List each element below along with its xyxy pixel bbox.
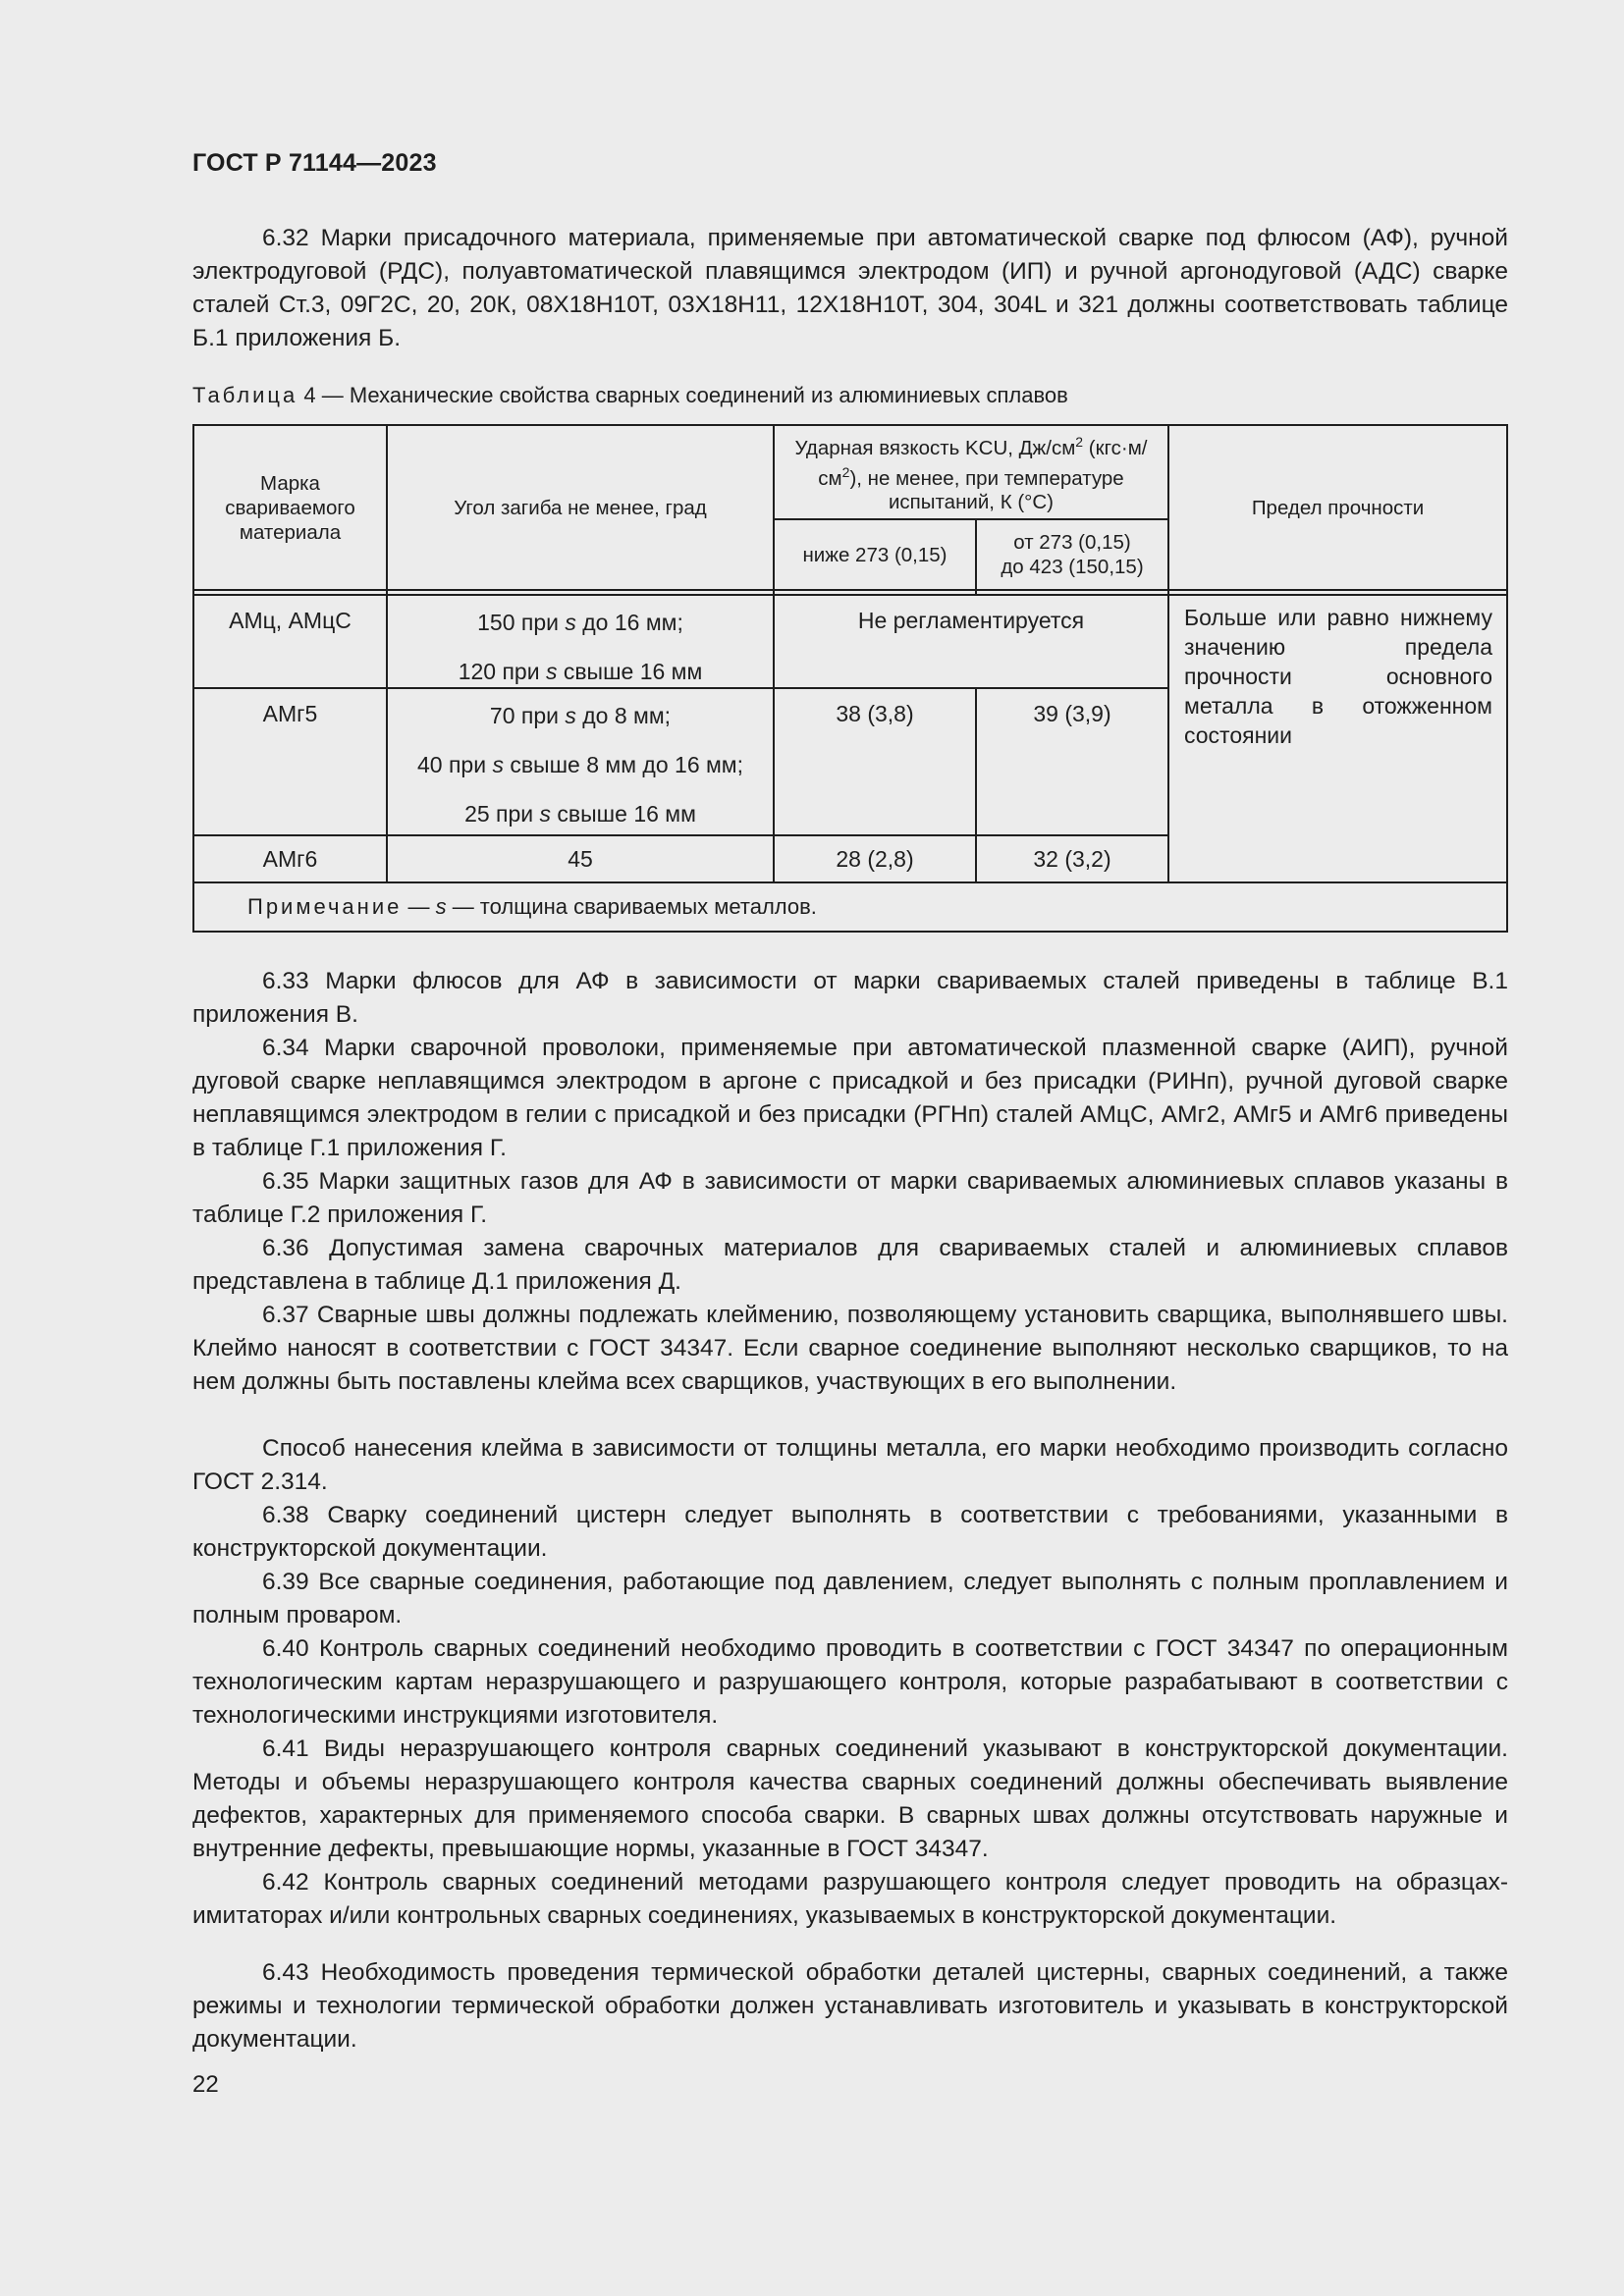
header-impact-sup1: 2: [1075, 433, 1084, 450]
body-paragraph: 6.37 Сварные швы должны подлежать клеймению, позволяющему установить сварщика, выполнявшего швы. Клеймо наносят в соответствии с ГОСТ 34347. Если сварное соединение выполняют несколько сварщиков, то на нем должны быть поставлены клейма всех сварщиков, участвующих в его выполнении.: [192, 1302, 1508, 1395]
header-impact-below: ниже 273 (0,15): [802, 543, 947, 566]
bend-line-variable: s: [565, 610, 576, 635]
bend-line: [388, 691, 773, 740]
bend-line: [388, 598, 773, 647]
header-impact-range: [977, 520, 1167, 589]
header-bend-angle: Угол загиба не менее, град: [454, 496, 707, 519]
table-note-word: Примечание: [247, 894, 403, 919]
body-paragraph: 6.42 Контроль сварных соединений методами разрушающего контроля следует проводить на образцах-имитаторах и/или контрольных сварных соединениях, указываемых в конструкторской документации.: [192, 1869, 1508, 1929]
row-amg6-bend: 45: [568, 846, 593, 872]
bend-line: [388, 740, 773, 789]
bend-line-variable: s: [545, 659, 558, 684]
row-amc-bend: [388, 598, 773, 696]
row-amg5-impact-range: 39 (3,9): [1033, 701, 1111, 726]
table-note-text: — толщина свариваемых металлов.: [446, 894, 817, 919]
mechanical-properties-table: [192, 424, 1508, 933]
bend-line-variable: s: [492, 752, 504, 777]
bend-line-prefix: 120 при: [458, 659, 546, 684]
row-amc-grade: АМц, АМцС: [229, 608, 352, 633]
row-amg5-bend: [388, 691, 773, 838]
header-impact-part1: Ударная вязкость KCU, Дж/см: [794, 436, 1076, 459]
bend-line-suffix: свыше 8 мм до 16 мм;: [503, 752, 744, 777]
body-paragraph: 6.33 Марки флюсов для АФ в зависимости от марки свариваемых сталей приведены в таблице В.1 приложения В.: [192, 968, 1508, 1028]
row-amg6-impact-below: 28 (2,8): [836, 846, 914, 872]
header-impact-sup2: 2: [841, 463, 850, 480]
header-grade: Марка свариваемого материала: [225, 471, 355, 544]
body-paragraph: 6.43 Необходимость проведения термической обработки деталей цистерны, сварных соединений, а также режимы и технологии термической обработки должен устанавливать изготовитель и указывать в конструкторской документации.: [192, 1959, 1508, 2053]
bend-line-variable: s: [565, 703, 576, 728]
standard-header: ГОСТ Р 71144—2023: [192, 149, 437, 177]
bend-line: [388, 789, 773, 838]
bend-line-suffix: свыше 16 мм: [557, 659, 703, 684]
body-paragraph: 6.35 Марки защитных газов для АФ в зависимости от марки свариваемых алюминиевых сплавов указаны в таблице Г.2 приложения Г.: [192, 1168, 1508, 1228]
header-strength: Предел прочности: [1251, 496, 1425, 519]
row-amg6-grade: АМг6: [262, 846, 318, 872]
bend-line-prefix: 40 при: [416, 752, 493, 777]
row-amc-impact: Не регламентируется: [857, 608, 1085, 633]
header-impact-part2: (кгс·м/см: [818, 436, 1148, 490]
bend-line: [388, 647, 773, 696]
bend-line-variable: s: [539, 801, 552, 827]
body-paragraph: 6.36 Допустимая замена сварочных материалов для свариваемых сталей и алюминиевых сплавов представлена в таблице Д.1 приложения Д.: [192, 1235, 1508, 1295]
header-impact: [775, 426, 1167, 518]
header-impact-part3: ), не менее, при температуре испытаний, К (°С): [849, 466, 1124, 514]
body-paragraph: 6.39 Все сварные соединения, работающие под давлением, следует выполнять с полным проплавлением и полным проваром.: [192, 1569, 1508, 1629]
header-impact-range-from: от 273 (0,15): [1013, 531, 1131, 554]
row-amg5-impact-below: 38 (3,8): [836, 701, 914, 726]
body-paragraph: 6.34 Марки сварочной проволоки, применяемые при автоматической плазменной сварке (АИП), ручной дуговой сварке неплавящимся электродом в аргоне с присадкой и без присадки (РИНп), ручной дуговой сварке неплавящимся электродом в гелии с присадкой и без присадки (РГНп) сталей АМцС, АМг2, АМг5 и АМг6 приведены в таблице Г.1 приложения Г.: [192, 1035, 1508, 1161]
row-amg5-grade: АМг5: [262, 701, 318, 726]
page-number: 22: [192, 2071, 219, 2098]
strength-value: Больше или равно нижнему значению предела прочности основного металла в отожженном состоянии: [1184, 605, 1492, 748]
header-impact-range-to: до 423 (150,15): [1001, 556, 1144, 578]
bend-line-suffix: свыше 16 мм: [551, 801, 696, 827]
bend-line-suffix: до 8 мм;: [575, 703, 672, 728]
table-note-var: s: [435, 894, 447, 919]
body-paragraph: 6.41 Виды неразрушающего контроля сварных соединений указывают в конструкторской документации. Методы и объемы неразрушающего контроля качества сварных соединений должны обеспечивать выявление дефектов, характерных для применяемого способа сварки. В сварных швах должны отсутствовать наружные и внутренние дефекты, превышающие нормы, указанные в ГОСТ 34347.: [192, 1735, 1508, 1862]
body-paragraph: 6.38 Сварку соединений цистерн следует выполнять в соответствии с требованиями, указанными в конструкторской документации.: [192, 1502, 1508, 1562]
paragraph-6-32: 6.32 Марки присадочного материала, применяемые при автоматической сварке под флюсом (АФ), ручной электродуговой (РДС), полуавтоматической плавящимся электродом (ИП) и ручной аргонодуговой (АДС) сварке сталей Ст.3, 09Г2С, 20, 20К, 08Х18Н10Т, 03Х18Н11, 12Х18Н10Т, 304, 304L и 321 должны соответствовать таблице Б.1 приложения Б.: [192, 225, 1508, 351]
table-note: [247, 887, 817, 927]
table-caption: [192, 381, 1068, 410]
bend-line-prefix: 150 при: [477, 610, 566, 635]
table-caption-word: Таблица: [192, 383, 298, 407]
body-paragraph: 6.40 Контроль сварных соединений необходимо проводить в соответствии с ГОСТ 34347 по операционным технологическим картам неразрушающего и разрушающего контроля, которые разрабатывают в соответствии с технологическими инструкциями изготовителя.: [192, 1635, 1508, 1729]
body-paragraph: Способ нанесения клейма в зависимости от толщины металла, его марки необходимо производить согласно ГОСТ 2.314.: [192, 1435, 1508, 1495]
table-note-dash: —: [402, 894, 436, 919]
table-caption-text: 4 — Механические свойства сварных соединений из алюминиевых сплавов: [298, 383, 1068, 407]
bend-line-prefix: 25 при: [464, 801, 540, 827]
bend-line-suffix: до 16 мм;: [575, 610, 683, 635]
bend-line-prefix: 70 при: [489, 703, 566, 728]
row-amg6-impact-range: 32 (3,2): [1033, 846, 1111, 872]
